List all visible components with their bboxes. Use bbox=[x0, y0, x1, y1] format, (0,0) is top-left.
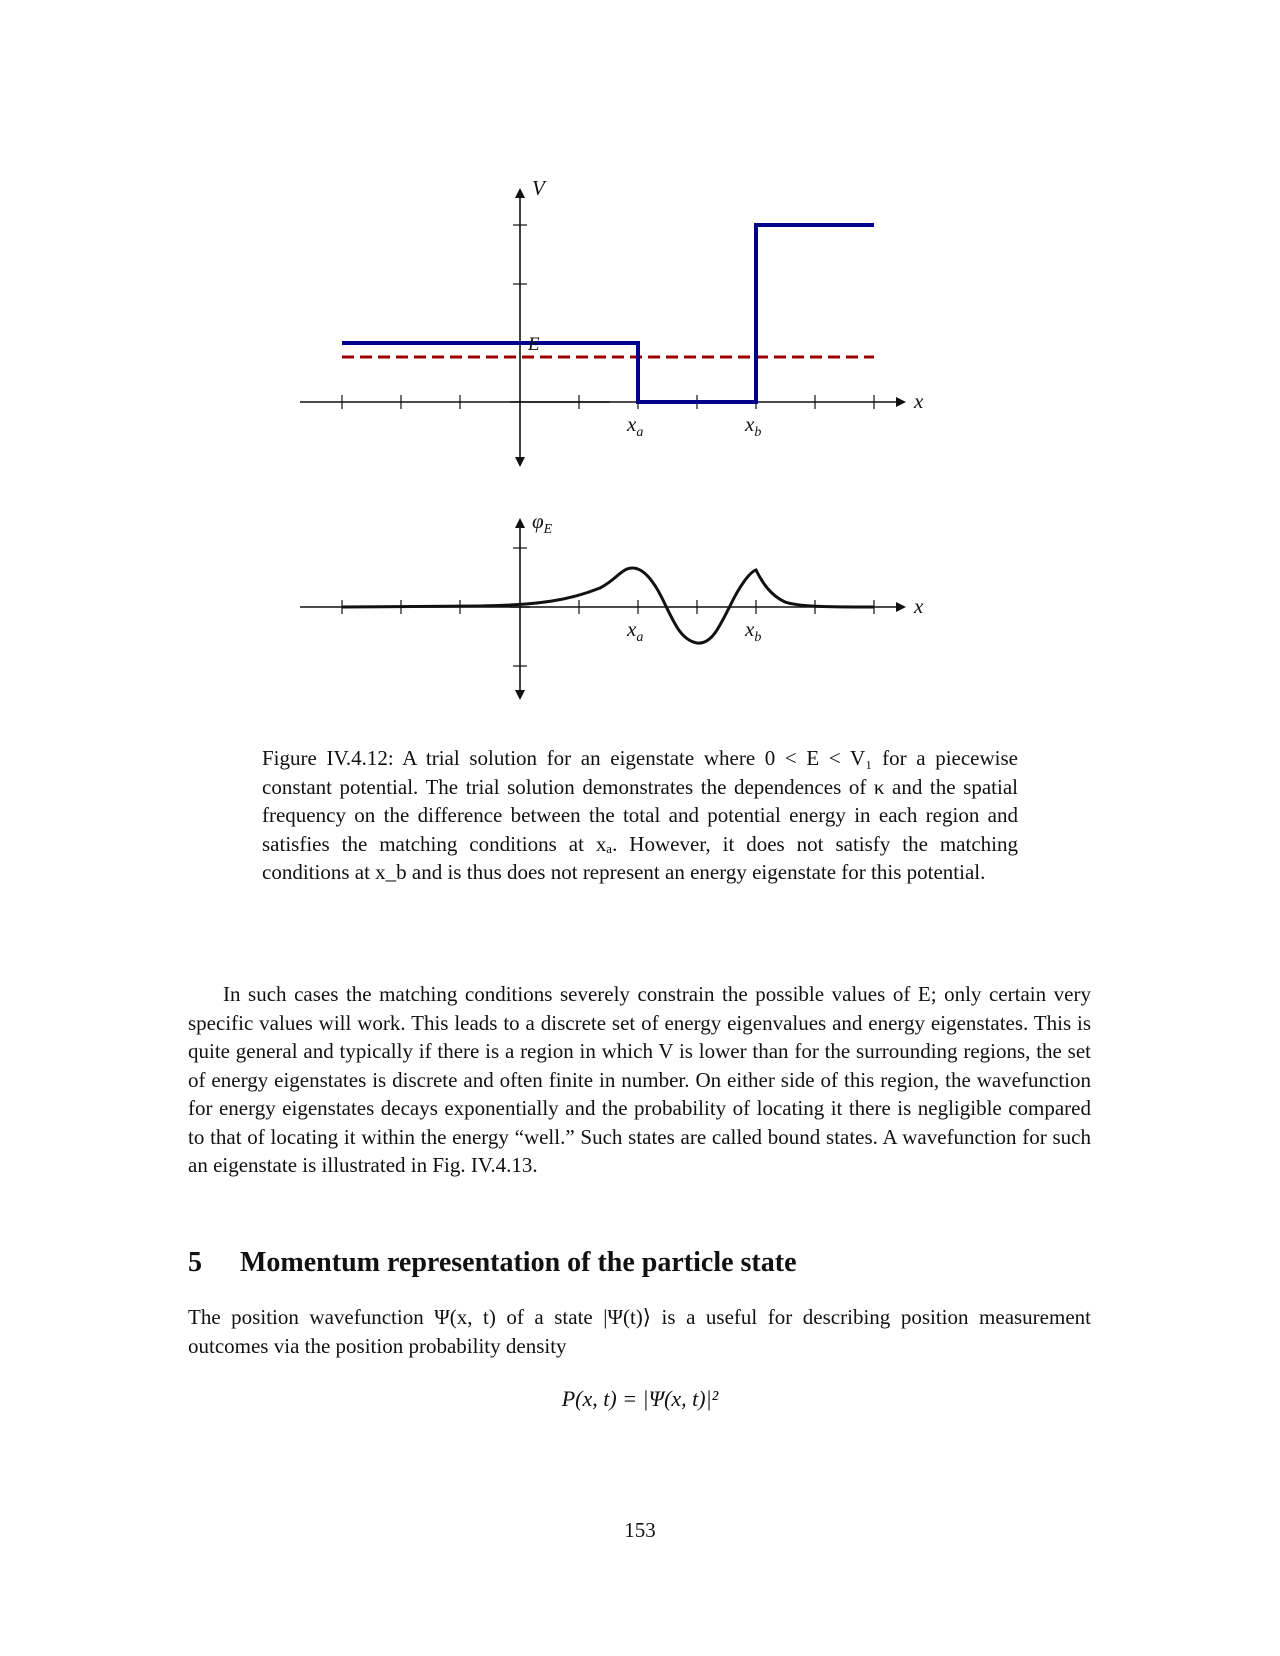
y-axis-label: $\varphi_E$ bbox=[532, 509, 553, 537]
xb-label: $x_b$ bbox=[745, 617, 762, 645]
section-number: 5 bbox=[188, 1247, 202, 1278]
energy-label: E bbox=[528, 334, 540, 355]
xa-label: $x_a$ bbox=[627, 617, 644, 645]
y-axis-label: V bbox=[532, 176, 545, 200]
probability-density-equation: P(x, t) = |Ψ(x, t)|² bbox=[561, 1386, 719, 1411]
x-axis-label: x bbox=[914, 594, 924, 618]
paragraph-bound-states bbox=[188, 980, 1091, 1180]
section-title: Momentum representation of the particle state bbox=[240, 1247, 797, 1278]
xa-label: $x_a$ bbox=[627, 412, 644, 440]
paragraph-1-text: In such cases the matching conditions severely constrain the possible values of E; only certain very specific values will work. This leads to a discrete set of energy eigenvalues and energy eigenstates. This is quite general and typically if there is a region in which V is lower than for the surrounding regions, the set of energy eigenstates is discrete and often finite in number. On either side of this region, the wavefunction for energy eigenstates decays exponentially and the probability of locating it there is negligible compared to that of locating it within the energy “well.” Such states are called bound states. A wavefunction for such an eigenstate is illustrated in Fig. IV.4.13. bbox=[188, 982, 1091, 1177]
potential-figure bbox=[300, 175, 940, 475]
caption-text: A trial solution for an eigenstate where 0 < E < V₁ for a piecewise constant potential. The trial solution demonstrates the dependences of κ and the spatial frequency on the difference between the total and potential energy in each region and satisfies the matching conditions at xₐ. However, it does not satisfy the matching conditions at x_b and is thus does not represent an energy eigenstate for this potential. bbox=[262, 746, 1018, 884]
figure-caption bbox=[262, 744, 1018, 887]
caption-label: Figure IV.4.12: bbox=[262, 746, 394, 770]
x-axis-label: x bbox=[914, 389, 924, 413]
potential-curve bbox=[342, 225, 874, 402]
wavefunction-curve bbox=[342, 568, 874, 643]
wavefunction-figure bbox=[300, 500, 940, 710]
xb-label: $x_b$ bbox=[745, 412, 762, 440]
section-heading bbox=[188, 1247, 1091, 1279]
paragraph-position-wavefunction: The position wavefunction Ψ(x, t) of a state |Ψ(t)⟩ is a useful for describing position measurement outcomes via the position probability density bbox=[188, 1305, 1091, 1358]
page-number: 153 bbox=[624, 1518, 656, 1542]
